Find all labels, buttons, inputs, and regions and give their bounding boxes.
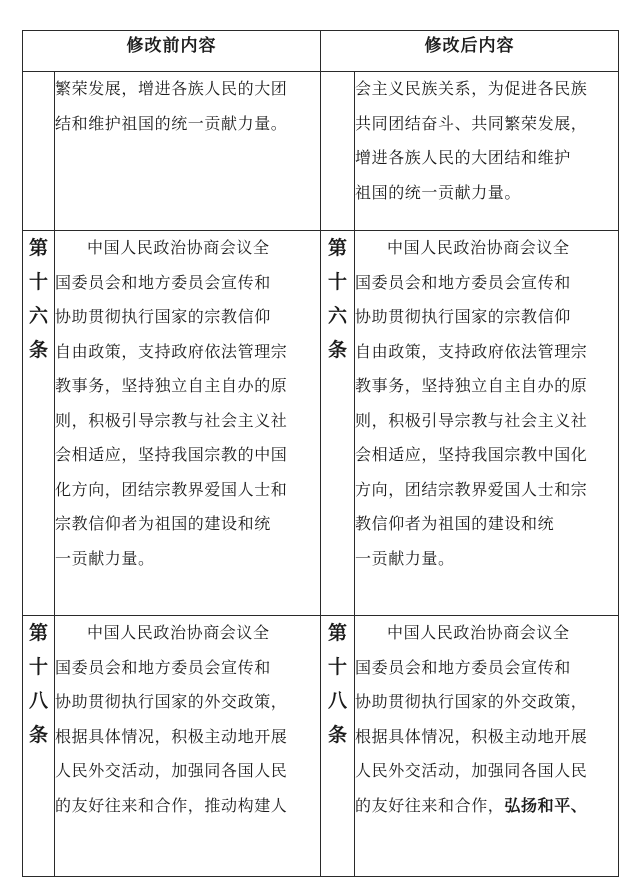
article-char: 六	[327, 305, 347, 327]
article-cell	[23, 231, 55, 616]
text-line: 祖国的统一贡献力量。	[355, 182, 522, 202]
article-char: 第	[327, 237, 347, 259]
text-line: 繁荣发展，增进各族人民的大团	[55, 79, 288, 98]
article-char: 六	[28, 305, 48, 327]
text-line: 国委员会和地方委员会宣传和	[55, 272, 271, 292]
text-line: 中国人民政治协商会议全	[87, 623, 270, 642]
text-line: 人民外交活动，加强同各国人民	[355, 761, 588, 780]
text-line: 国委员会和地方委员会宣传和	[355, 657, 571, 677]
article-char: 条	[28, 724, 48, 746]
text-line: 根据具体情况，积极主动地开展	[55, 726, 288, 746]
text-line: 增进各族人民的大团结和维护	[355, 148, 571, 167]
text-line: 协助贯彻执行国家的外交政策，	[55, 692, 288, 711]
article-char: 第	[28, 622, 48, 644]
article-char: 十	[327, 656, 347, 678]
text-line: 方向，团结宗教界爱国人士和宗	[355, 479, 588, 499]
text-line: 一贡献力量。	[55, 548, 155, 568]
article-char: 条	[327, 724, 347, 746]
article-char: 十	[28, 656, 48, 678]
article-cell	[321, 72, 355, 231]
article-char: 十	[327, 271, 347, 293]
article-cell	[23, 72, 55, 231]
before-text-cell	[55, 616, 321, 877]
text-line: 教信仰者为祖国的建设和统	[355, 514, 555, 533]
article-char: 八	[28, 690, 48, 712]
article-char: 第	[28, 237, 48, 259]
text-line: 国委员会和地方委员会宣传和	[355, 272, 571, 292]
text-line: 协助贯彻执行国家的宗教信仰	[55, 307, 271, 326]
article-char: 第	[327, 622, 347, 644]
text-line: 宗教信仰者为祖国的建设和统	[55, 514, 271, 533]
after-text-cell	[355, 72, 619, 231]
text-line: 的友好往来和合作，弘扬和平、	[355, 795, 588, 815]
after-text-cell	[355, 231, 619, 616]
text-line: 根据具体情况，积极主动地开展	[355, 726, 588, 746]
before-text-cell	[55, 72, 321, 231]
article-cell	[321, 231, 355, 616]
text-line: 结和维护祖国的统一贡献力量。	[55, 113, 288, 133]
text-line: 人民外交活动，加强同各国人民	[55, 761, 288, 780]
text-line: 共同团结奋斗、共同繁荣发展，	[355, 113, 588, 133]
text-line: 中国人民政治协商会议全	[387, 623, 570, 642]
comparison-table	[22, 30, 619, 877]
table-row	[23, 231, 619, 616]
article-cell	[321, 616, 355, 877]
table-row	[23, 72, 619, 231]
text-line: 会相适应，坚持我国宗教的中国	[55, 445, 288, 464]
text-line: 则，积极引导宗教与社会主义社	[55, 410, 288, 430]
header-after: 修改后内容	[321, 31, 619, 72]
text-line: 会主义民族关系，为促进各民族	[355, 79, 588, 98]
header-before: 修改前内容	[23, 31, 321, 72]
text-line: 教事务，坚持独立自主自办的原	[55, 376, 288, 395]
text-line: 中国人民政治协商会议全	[387, 238, 570, 257]
text-line: 一贡献力量。	[355, 548, 455, 568]
text-line: 的友好往来和合作，推动构建人	[55, 795, 288, 815]
text-line: 则，积极引导宗教与社会主义社	[355, 410, 588, 430]
article-char: 条	[327, 339, 347, 361]
article-cell	[23, 616, 55, 877]
article-char: 十	[28, 271, 48, 293]
bold-text: 弘扬和平、	[504, 795, 588, 815]
text-line: 协助贯彻执行国家的外交政策，	[355, 692, 588, 711]
text-line: 自由政策，支持政府依法管理宗	[355, 341, 588, 361]
table-row	[23, 616, 619, 877]
text-line: 教事务，坚持独立自主自办的原	[355, 376, 588, 395]
text-line: 中国人民政治协商会议全	[87, 238, 270, 257]
text-line: 国委员会和地方委员会宣传和	[55, 657, 271, 677]
article-char: 条	[28, 339, 48, 361]
text-line: 协助贯彻执行国家的宗教信仰	[355, 307, 571, 326]
before-text-cell	[55, 231, 321, 616]
text-line: 化方向，团结宗教界爱国人士和	[55, 479, 288, 499]
text-line: 会相适应，坚持我国宗教中国化	[355, 445, 588, 464]
text-line: 自由政策，支持政府依法管理宗	[55, 341, 288, 361]
article-char: 八	[327, 690, 347, 712]
after-text-cell	[355, 616, 619, 877]
